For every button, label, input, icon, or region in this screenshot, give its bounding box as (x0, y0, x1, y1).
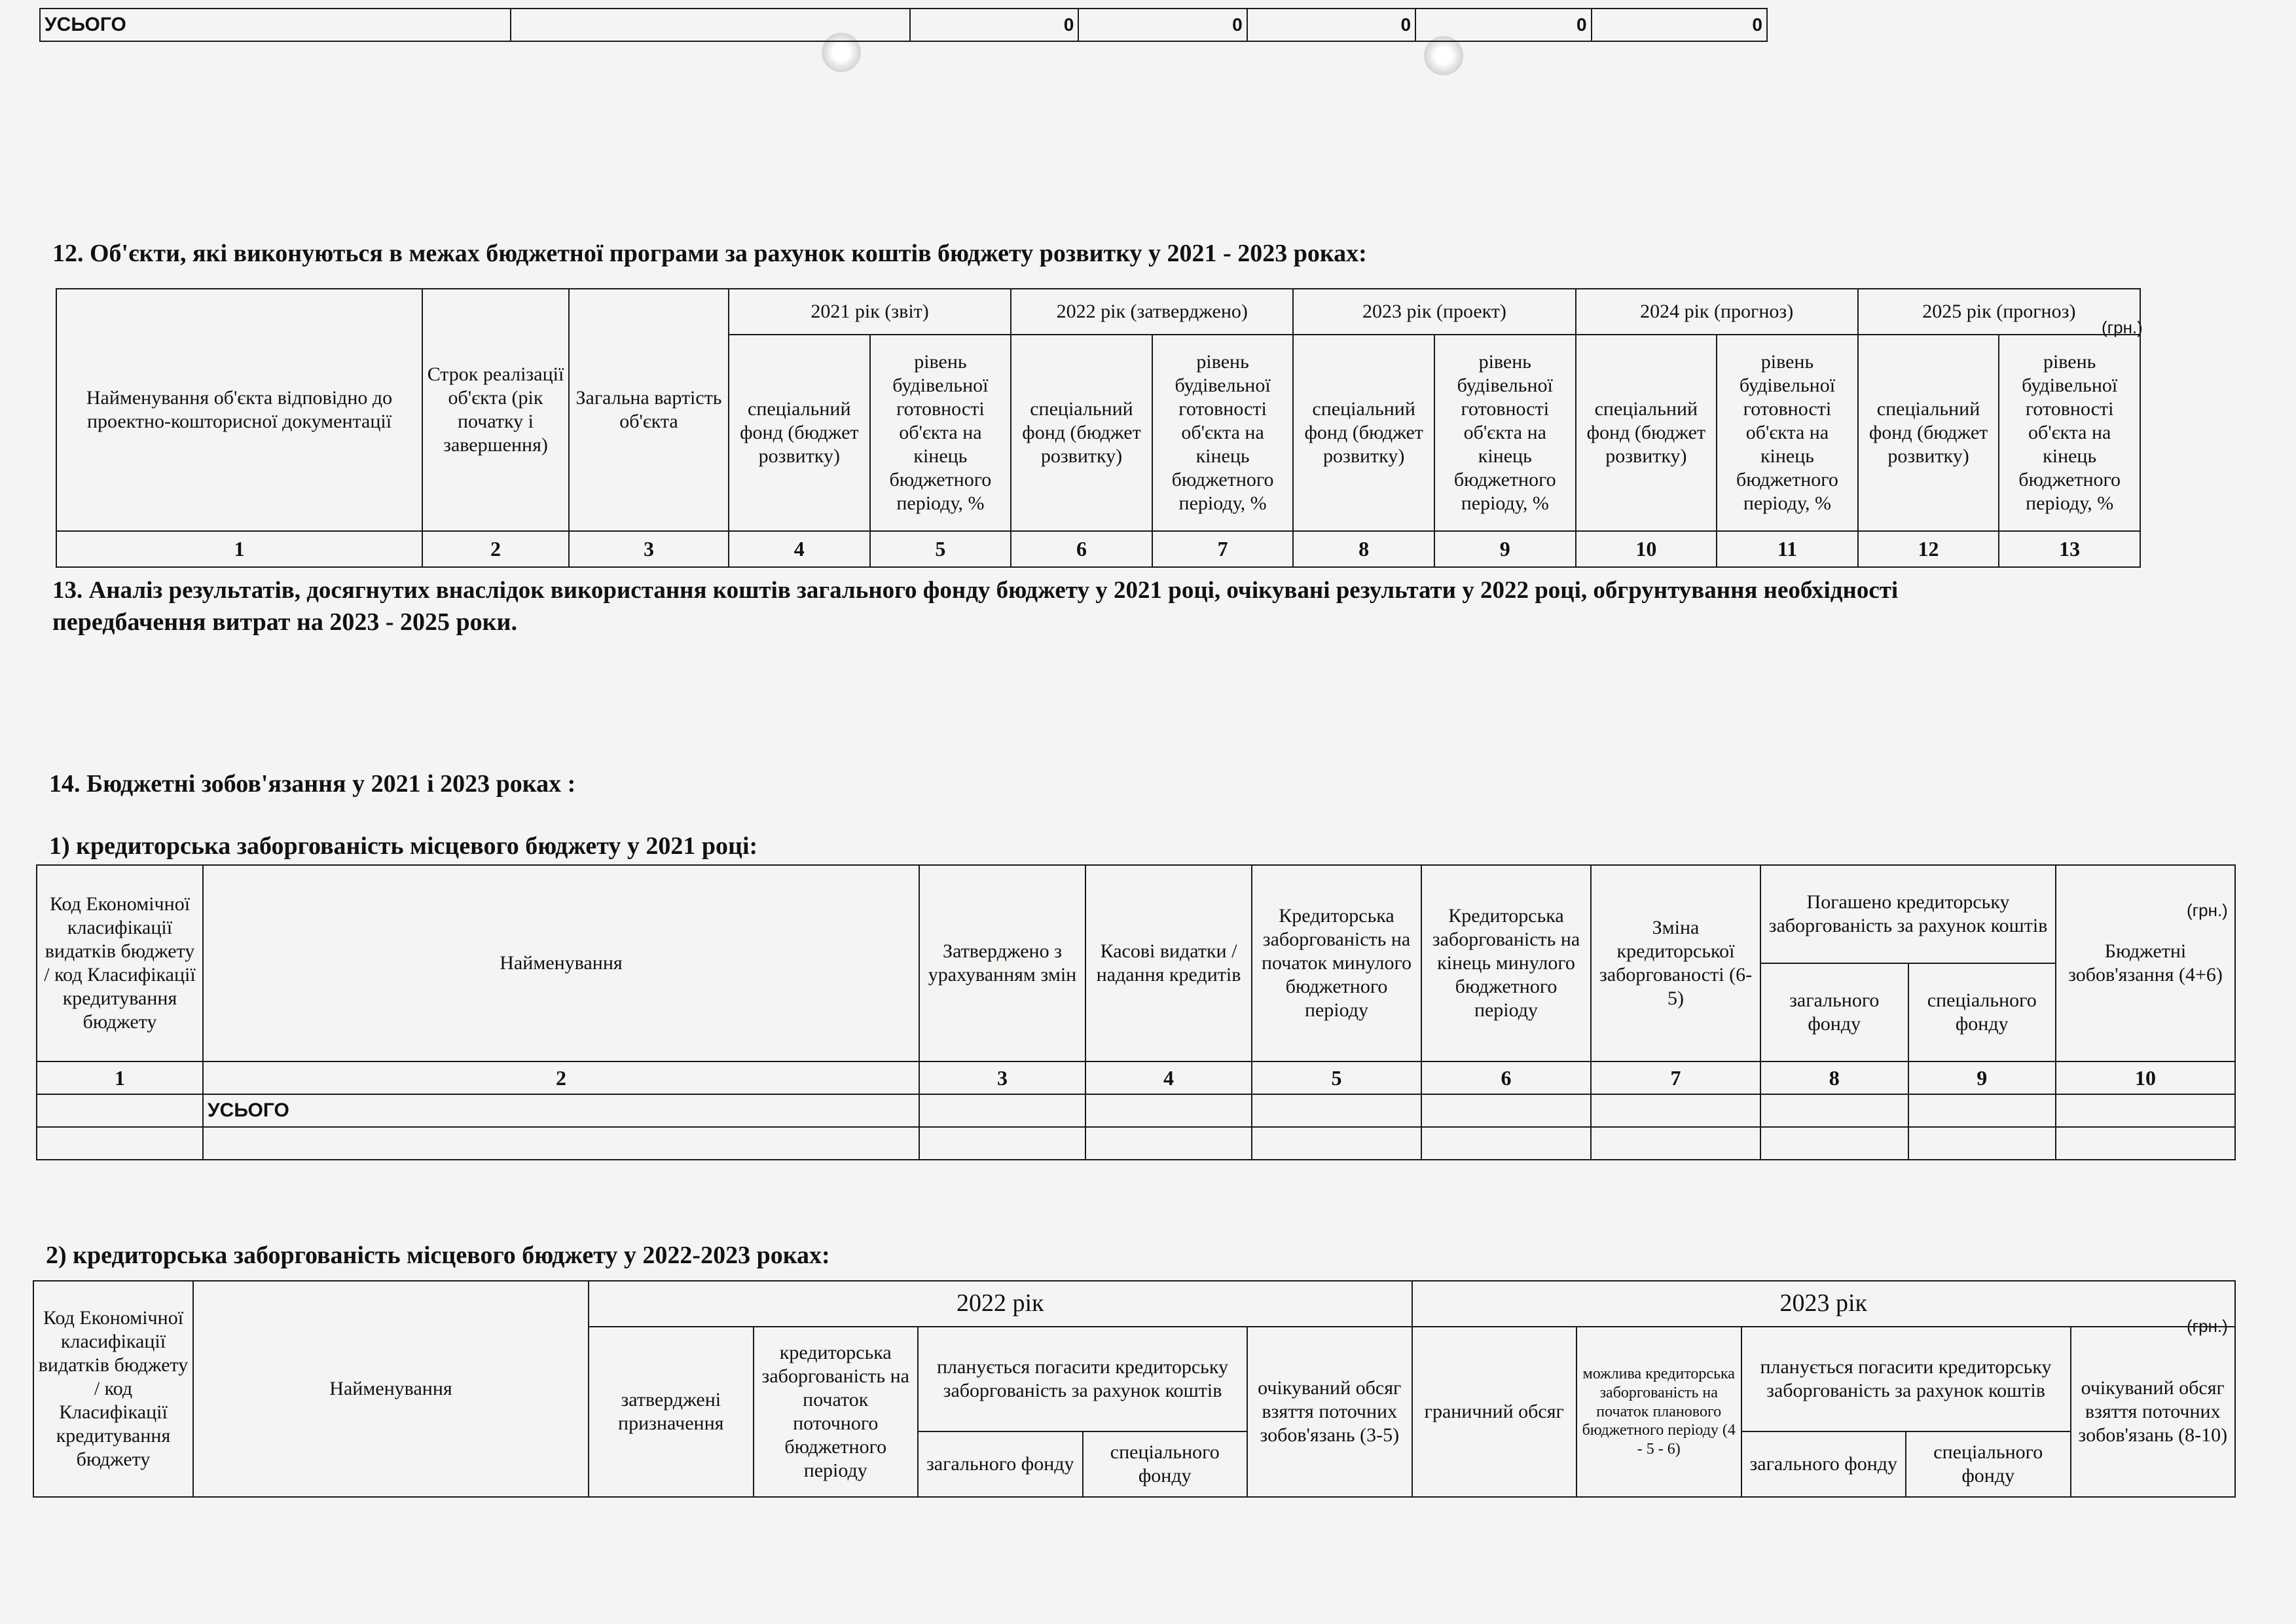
t141-empty-cell (1085, 1127, 1252, 1160)
t141-num-3: 3 (919, 1061, 1085, 1094)
s12-num-11: 11 (1717, 531, 1858, 567)
s12-2025-ready: рівень будівельної готовності об'єкта на кінець бюджетного періоду, % (1999, 335, 2140, 531)
t141-num-1: 1 (37, 1061, 203, 1094)
s12-num-8: 8 (1293, 531, 1434, 567)
section-14-title: 14. Бюджетні зобов'язання у 2021 і 2023 роках : (49, 770, 576, 798)
s12-col-name: Найменування об'єкта відповідно до проектно-кошторисної документації (56, 289, 422, 531)
t141-num-6: 6 (1421, 1061, 1591, 1094)
punch-hole-right (1424, 36, 1463, 75)
t141-total-cell (2056, 1094, 2235, 1127)
s12-num-4: 4 (729, 531, 870, 567)
section-12-table (56, 288, 2141, 568)
t142-2023-general: загального фонду (1741, 1431, 1906, 1497)
t141-total-cell (1760, 1094, 1908, 1127)
t142-col-expected-2023: очікуваний обсяг взяття поточних зобов'язань (8-10) (2071, 1327, 2236, 1497)
s12-num-1: 1 (56, 531, 422, 567)
top-value-4: 0 (1415, 9, 1591, 41)
s12-2022-fund: спеціальний фонд (бюджет розвитку) (1011, 335, 1152, 531)
s12-num-7: 7 (1152, 531, 1294, 567)
t142-col-limit: граничний обсяг (1412, 1327, 1577, 1497)
s12-2023-ready: рівень будівельної готовності об'єкта на кінець бюджетного періоду, % (1434, 335, 1576, 531)
t141-num-7: 7 (1591, 1061, 1760, 1094)
t142-col-possible-debt: можлива кредиторська заборгованість на початок планового бюджетного періоду (4 - 5 - 6) (1576, 1327, 1741, 1497)
t141-total-label: УСЬОГО (203, 1094, 919, 1127)
t141-num-8: 8 (1760, 1061, 1908, 1094)
top-value-2: 0 (1078, 9, 1247, 41)
t141-empty-cell (1252, 1127, 1421, 1160)
t141-total-cell (1591, 1094, 1760, 1127)
s12-2024-ready: рівень будівельної готовності об'єкта на кінець бюджетного періоду, % (1717, 335, 1858, 531)
t141-num-2: 2 (203, 1061, 919, 1094)
t142-2022-general: загального фонду (918, 1431, 1083, 1497)
s12-year-2024: 2024 рік (прогноз) (1576, 289, 1858, 335)
table-14-1-unit: (грн.) (2187, 900, 2228, 920)
t141-col-code: Код Економічної класифікації видатків бюджету / код Класифікації кредитування бюджету (37, 865, 203, 1061)
t142-col-plan-repay-2022: планується погасити кредиторську заборгованість за рахунок коштів (918, 1327, 1247, 1431)
t141-col-repaid: Погашено кредиторську заборгованість за рахунок коштів (1760, 865, 2056, 963)
t142-col-name: Найменування (193, 1281, 589, 1497)
s12-num-6: 6 (1011, 531, 1152, 567)
section-12-title: 12. Об'єкти, які виконуються в межах бюджетної програми за рахунок коштів бюджету розвитку у 2021 - 2023 роках: (52, 240, 1367, 267)
t141-empty-cell (1591, 1127, 1760, 1160)
t141-total-code (37, 1094, 203, 1127)
t141-col-name: Найменування (203, 865, 919, 1061)
t141-total-cell (1085, 1094, 1252, 1127)
s12-col-cost: Загальна вартість об'єкта (569, 289, 729, 531)
t142-year-2023: 2023 рік (1412, 1281, 2236, 1327)
s12-year-2023: 2023 рік (проект) (1293, 289, 1575, 335)
section-12-unit: (грн.) (2102, 318, 2143, 337)
top-value-5: 0 (1592, 9, 1767, 41)
table-14-2-unit: (грн.) (2187, 1316, 2228, 1336)
s12-num-10: 10 (1576, 531, 1717, 567)
s12-2021-fund: спеціальний фонд (бюджет розвитку) (729, 335, 870, 531)
t141-col-special: спеціального фонду (1908, 963, 2056, 1061)
table-14-1 (36, 864, 2236, 1160)
t141-num-9: 9 (1908, 1061, 2056, 1094)
t141-total-cell (1252, 1094, 1421, 1127)
section-13-title-line1: 13. Аналіз результатів, досягнутих внаслідок використання коштів загального фонду бюджету у 2021 році, очікувані результати у 2022 році, обгрунтування необхідності (52, 577, 1899, 604)
t142-col-debt-start: кредиторська заборгованість на початок поточного бюджетного періоду (754, 1327, 919, 1497)
s12-num-2: 2 (422, 531, 569, 567)
t142-col-approved: затверджені призначення (589, 1327, 754, 1497)
s12-2022-ready: рівень будівельної готовності об'єкта на кінець бюджетного періоду, % (1152, 335, 1294, 531)
s12-num-9: 9 (1434, 531, 1576, 567)
s12-2023-fund: спеціальний фонд (бюджет розвитку) (1293, 335, 1434, 531)
t141-empty-cell (37, 1127, 203, 1160)
s12-col-term: Строк реалізації об'єкта (рік початку і завершення) (422, 289, 569, 531)
table-14-2 (33, 1280, 2236, 1498)
t142-year-2022: 2022 рік (589, 1281, 1412, 1327)
s12-num-12: 12 (1858, 531, 1999, 567)
t141-empty-cell (1421, 1127, 1591, 1160)
t142-2023-special: спеціального фонду (1906, 1431, 2071, 1497)
t142-col-expected-2022: очікуваний обсяг взяття поточних зобов'язань (3-5) (1247, 1327, 1412, 1497)
t141-empty-cell (2056, 1127, 2235, 1160)
s12-2024-fund: спеціальний фонд (бюджет розвитку) (1576, 335, 1717, 531)
t141-empty-cell (1908, 1127, 2056, 1160)
t141-total-cell (919, 1094, 1085, 1127)
s12-year-2025: 2025 рік (прогноз) (1858, 289, 2140, 335)
section-13-title-line2: передбачення витрат на 2023 - 2025 роки. (52, 608, 517, 636)
t142-2022-special: спеціального фонду (1083, 1431, 1248, 1497)
t142-col-plan-repay-2023: планується погасити кредиторську заборгованість за рахунок коштів (1741, 1327, 2071, 1431)
t141-col-cash: Касові видатки / надання кредитів (1085, 865, 1252, 1061)
t141-num-4: 4 (1085, 1061, 1252, 1094)
s12-2025-fund: спеціальний фонд (бюджет розвитку) (1858, 335, 1999, 531)
top-total-label: УСЬОГО (40, 9, 511, 41)
top-empty-cell (511, 9, 909, 41)
t141-total-cell (1421, 1094, 1591, 1127)
s12-year-2022: 2022 рік (затверджено) (1011, 289, 1293, 335)
t141-total-cell (1908, 1094, 2056, 1127)
t141-num-5: 5 (1252, 1061, 1421, 1094)
t141-col-obligations: Бюджетні зобов'язання (4+6) (2056, 865, 2235, 1061)
s12-num-5: 5 (870, 531, 1011, 567)
t141-empty-cell (1760, 1127, 1908, 1160)
t141-col-debt-start: Кредиторська заборгованість на початок минулого бюджетного періоду (1252, 865, 1421, 1061)
t141-empty-cell (203, 1127, 919, 1160)
t141-num-10: 10 (2056, 1061, 2235, 1094)
t142-col-code: Код Економічної класифікації видатків бюджету / код Класифікації кредитування бюджету (33, 1281, 193, 1497)
t141-col-change: Зміна кредиторської заборгованості (6-5) (1591, 865, 1760, 1061)
s12-num-3: 3 (569, 531, 729, 567)
s12-num-13: 13 (1999, 531, 2140, 567)
top-value-1: 0 (910, 9, 1078, 41)
top-value-3: 0 (1247, 9, 1415, 41)
t141-col-general: загального фонду (1760, 963, 1908, 1061)
top-total-table (39, 8, 1768, 42)
t141-col-approved: Затверджено з урахуванням змін (919, 865, 1085, 1061)
t141-empty-cell (919, 1127, 1085, 1160)
section-14-sub1: 1) кредиторська заборгованість місцевого бюджету у 2021 році: (49, 832, 758, 860)
section-14-sub2: 2) кредиторська заборгованість місцевого бюджету у 2022-2023 роках: (46, 1242, 830, 1269)
t141-col-debt-end: Кредиторська заборгованість на кінець минулого бюджетного періоду (1421, 865, 1591, 1061)
s12-year-2021: 2021 рік (звіт) (729, 289, 1011, 335)
s12-2021-ready: рівень будівельної готовності об'єкта на кінець бюджетного періоду, % (870, 335, 1011, 531)
